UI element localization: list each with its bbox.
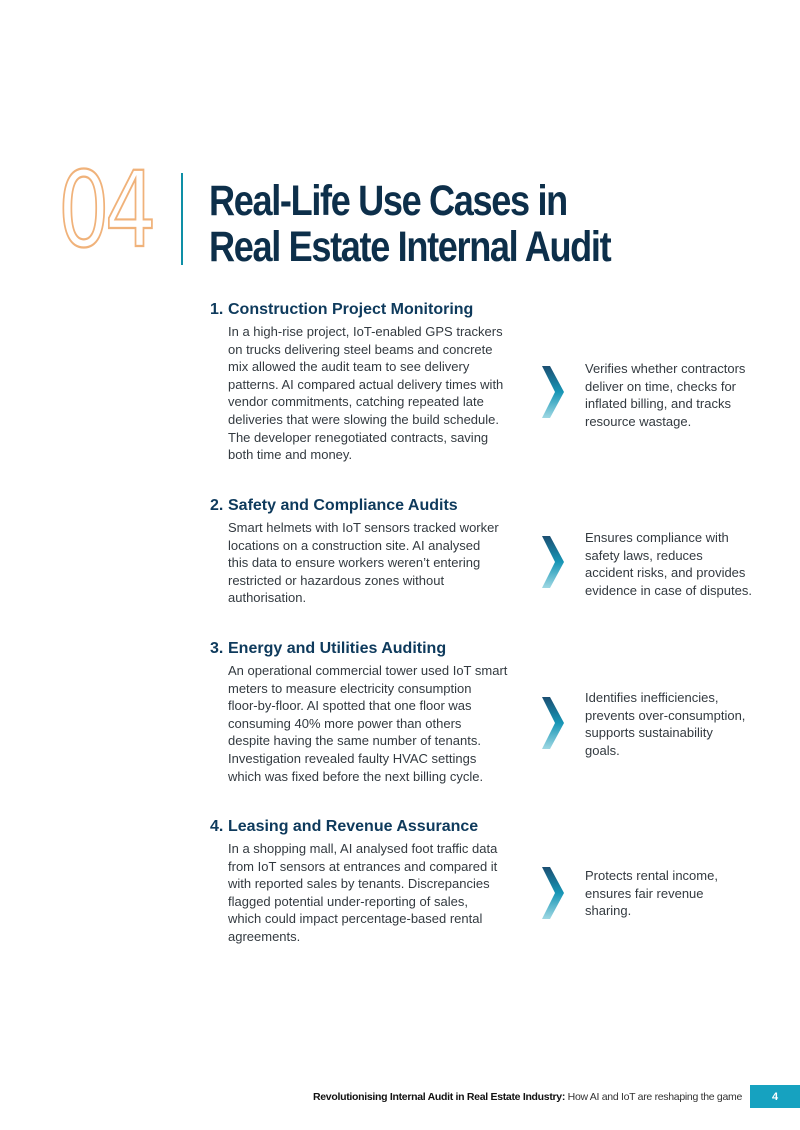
chevron-right-icon [542, 536, 564, 588]
footer-document-title [313, 1091, 742, 1103]
use-case-outcome: Ensures compliance with safety laws, reduces accident risks, and provides evidence in case of disputes. [585, 530, 752, 598]
use-case-3 [210, 639, 790, 784]
footer-title-bold: Revolutionising Internal Audit in Real Estate Industry: [312, 1090, 566, 1103]
chevron-right-icon [542, 867, 564, 919]
use-case-number: 1. [210, 301, 224, 318]
page-title [209, 178, 610, 270]
use-case-description: An operational commercial tower used IoT smart meters to measure electricity consumption floor-by-floor. AI spotted that one floor was consuming 40% more power than others despite having the same number of tenants. Investigation revealed faulty HVAC settings which was fixed before the next billing cycle. [228, 663, 508, 784]
use-case-1 [210, 300, 790, 463]
use-case-number: 3. [210, 640, 224, 657]
use-case-2 [210, 496, 790, 606]
page-number: 4 [750, 1085, 800, 1108]
use-case-outcome: Identifies inefficiencies, prevents over-consumption, supports sustainability goals. [585, 690, 746, 758]
chapter-number: 04 [58, 149, 152, 271]
use-case-title: Leasing and Revenue Assurance [228, 818, 479, 835]
page-title-line-2: Real Estate Internal Audit [209, 223, 611, 271]
use-case-outcome: Protects rental income, ensures fair revenue sharing. [585, 868, 718, 919]
use-case-heading [210, 817, 790, 837]
use-case-outcome: Verifies whether contractors deliver on time, checks for inflated billing, and tracks resource wastage. [585, 361, 746, 429]
use-case-heading [210, 300, 790, 320]
page-title-line-1: Real-Life Use Cases in [209, 177, 567, 225]
use-case-4 [210, 817, 790, 944]
title-divider [181, 173, 183, 265]
page-footer [313, 1085, 800, 1108]
footer-title-rest: How AI and IoT are reshaping the game [565, 1090, 742, 1103]
use-case-description: Smart helmets with IoT sensors tracked worker locations on a construction site. AI analysed this data to ensure workers weren’t entering restricted or hazardous zones without authorisation. [228, 520, 499, 606]
use-case-title: Construction Project Monitoring [228, 301, 474, 318]
use-case-description: In a high-rise project, IoT-enabled GPS trackers on trucks delivering steel beams and concrete mix allowed the audit team to see delivery patterns. AI compared actual delivery times with vendor commitments, catching repeated late deliveries that were slowing the build schedule. The developer renegotiated contracts, saving both time and money. [228, 324, 504, 463]
use-case-description: In a shopping mall, AI analysed foot traffic data from IoT sensors at entrances and compared it with reported sales by tenants. Discrepancies flagged potential under-reporting of sales, which could impact percentage-based rental agreements. [228, 841, 498, 944]
chevron-right-icon [542, 697, 564, 749]
chevron-right-icon [542, 366, 564, 418]
use-case-title: Energy and Utilities Auditing [228, 640, 447, 657]
use-case-title: Safety and Compliance Audits [228, 497, 458, 514]
use-case-heading [210, 496, 790, 516]
use-case-number: 4. [210, 818, 224, 835]
use-case-heading [210, 639, 790, 659]
use-case-number: 2. [210, 497, 224, 514]
